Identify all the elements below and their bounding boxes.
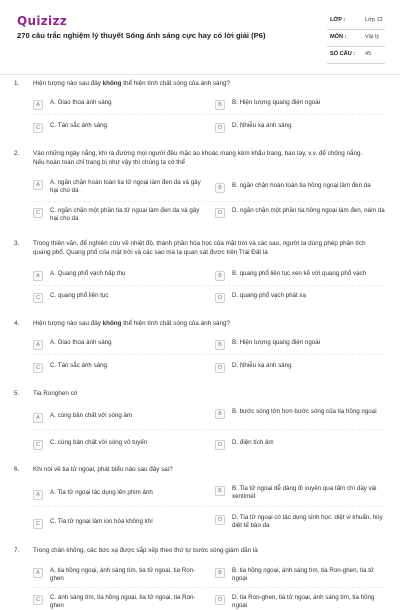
option-b[interactable] xyxy=(215,339,385,350)
option-b[interactable] xyxy=(215,567,385,583)
option-text: D. Nhiễu xạ ánh sáng xyxy=(232,122,292,129)
option-divider xyxy=(33,114,385,115)
option-d[interactable] xyxy=(215,439,385,450)
stem-emphasis: không xyxy=(102,320,122,327)
option-c[interactable] xyxy=(33,518,205,529)
option-a[interactable] xyxy=(33,179,205,195)
option-divider xyxy=(33,506,385,507)
option-letter-badge: C xyxy=(33,208,43,218)
option-text: C. quang phổ liên tục xyxy=(50,292,109,299)
question-number: 2. xyxy=(14,150,20,157)
meta-value: Lớp 12 xyxy=(365,17,383,23)
page-header xyxy=(0,0,400,70)
option-divider xyxy=(33,587,385,588)
option-text: D. Nhiễu xạ ánh sáng xyxy=(232,362,292,369)
option-text: B. Hiện tượng quang điện ngoài xyxy=(232,339,321,346)
option-letter-badge: C xyxy=(33,519,43,529)
option-text: C. ánh sáng tím, tia hồng ngoại, tia tử ngoại, tia Ron-ghen xyxy=(50,594,196,609)
option-letter-badge: C xyxy=(33,293,43,303)
header-divider xyxy=(0,74,400,75)
option-a[interactable] xyxy=(33,99,205,110)
option-d[interactable] xyxy=(215,122,385,133)
quizizz-logo: Quizizz xyxy=(17,14,68,28)
question-stem: Trong thiên văn, để nghiên cứu về nhiệt độ, thành phần hóa học của mặt trời và các sao, người ta dùng phép phân tích quang phổ. Quang phổ của mặt trời và các sao mà ta quan sát được trên Trái Đất là xyxy=(33,240,366,256)
option-text: B. quang phổ liên tục xen kẽ với quang phổ vạch xyxy=(232,270,367,277)
option-d[interactable] xyxy=(215,207,385,218)
option-letter-badge: A xyxy=(33,340,43,350)
option-c[interactable] xyxy=(33,594,205,610)
stem-text: Hiện tượng nào sau đây xyxy=(33,320,103,327)
option-text: C. Tán sắc ánh sáng xyxy=(50,122,107,129)
option-letter-badge: C xyxy=(33,123,43,133)
question-stem xyxy=(33,80,373,89)
question-number: 3. xyxy=(14,240,20,247)
option-letter-badge: A xyxy=(33,568,43,578)
option-letter-badge: B xyxy=(215,183,225,193)
option-divider xyxy=(33,354,385,355)
meta-value: Vật lý xyxy=(365,34,379,40)
option-a[interactable] xyxy=(33,489,205,500)
option-c[interactable] xyxy=(33,207,205,223)
question-number: 4. xyxy=(14,320,20,327)
option-c[interactable] xyxy=(33,439,205,450)
question-number: 7. xyxy=(14,547,20,554)
option-letter-badge: D xyxy=(215,123,225,133)
option-letter-badge: C xyxy=(33,595,43,605)
option-text: D. Tia tử ngoại có tác dụng sinh học: diệt vi khuẩn, hủy diệt tế bào da xyxy=(232,514,383,529)
option-text: A. Giao thoa ánh sáng xyxy=(50,99,112,106)
option-c[interactable] xyxy=(33,362,205,373)
option-divider xyxy=(33,429,385,430)
option-divider xyxy=(33,201,385,202)
question-stem: Vào những ngày nắng, khi ra đường mọi người đều mặc áo khoác mang kèm khẩu trang, bao tay, v.v. để chống nắng. Nếu hoàn toàn chỉ trang bị như vậy thì chúng ta có thể xyxy=(33,150,363,166)
option-text: C. Tán sắc ánh sáng xyxy=(50,362,107,369)
option-letter-badge: D xyxy=(215,595,225,605)
option-divider xyxy=(33,285,385,286)
question-number: 1. xyxy=(14,80,20,87)
option-a[interactable] xyxy=(33,412,205,423)
option-b[interactable] xyxy=(215,99,385,110)
option-text: A. cùng bản chất với sóng âm xyxy=(50,412,133,419)
option-letter-badge: B xyxy=(215,486,225,496)
option-text: D. điện tích âm xyxy=(232,439,274,446)
option-letter-badge: B xyxy=(215,271,225,281)
option-c[interactable] xyxy=(33,292,205,303)
option-text: B. Hiện tượng quang điện ngoài xyxy=(232,99,321,106)
question-stem xyxy=(33,320,373,329)
option-b[interactable] xyxy=(215,408,385,419)
meta-row-count xyxy=(327,47,385,64)
option-text: D. ngăn chặn một phần tia hồng ngoại làm đen, nám da xyxy=(232,207,385,214)
option-letter-badge: A xyxy=(33,271,43,281)
option-letter-badge: A xyxy=(33,490,43,500)
meta-key: SỐ CÂU : xyxy=(330,51,356,57)
option-text: B. Tia tử ngoại dễ dàng đi xuyên qua tấm chì dày vài xentimét xyxy=(232,485,377,500)
option-b[interactable] xyxy=(215,182,385,193)
option-text: D. quang phổ vạch phát xạ xyxy=(232,292,306,299)
question-stem: Khi nói về tia tử ngoại, phát biểu nào sau đây sai? xyxy=(33,466,173,473)
meta-row-subject xyxy=(327,30,385,47)
meta-value: 45 xyxy=(365,51,372,57)
meta-table xyxy=(327,13,385,64)
stem-text: Hiện tượng nào sau đây xyxy=(33,80,103,87)
option-letter-badge: B xyxy=(215,100,225,110)
option-letter-badge: C xyxy=(33,363,43,373)
option-text: C. ngăn chặn một phần tia tử ngoại làm đen da và gây hại cho da xyxy=(50,207,200,222)
option-d[interactable] xyxy=(215,594,385,610)
option-text: C. cùng bản chất với sóng vô tuyến xyxy=(50,439,148,446)
option-text: A. ngăn chặn hoàn toàn tia tử ngoại làm đen da và gây hại cho da xyxy=(50,179,201,194)
option-letter-badge: D xyxy=(215,515,225,525)
stem-emphasis: không xyxy=(102,80,122,87)
meta-key: MÔN : xyxy=(330,34,347,40)
option-letter-badge: A xyxy=(33,100,43,110)
option-d[interactable] xyxy=(215,362,385,373)
option-b[interactable] xyxy=(215,270,385,281)
question-stem: Trong chân không, các bức xạ được sắp xếp theo thứ tự bước sóng giảm dần là xyxy=(33,547,258,554)
option-d[interactable] xyxy=(215,292,385,303)
option-letter-badge: D xyxy=(215,440,225,450)
option-c[interactable] xyxy=(33,122,205,133)
option-letter-badge: B xyxy=(215,409,225,419)
stem-text: thể hiện tính chất sóng của ánh sáng? xyxy=(121,320,231,327)
option-letter-badge: A xyxy=(33,180,43,190)
question-number: 6. xyxy=(14,466,20,473)
option-text: C. Tia tử ngoại làm ion hóa không khí xyxy=(50,518,153,525)
meta-key: LỚP : xyxy=(330,17,346,23)
option-a[interactable] xyxy=(33,567,205,583)
option-a[interactable] xyxy=(33,339,205,350)
option-letter-badge: A xyxy=(33,413,43,423)
option-letter-badge: B xyxy=(215,568,225,578)
option-text: B. ngăn chặn hoàn toàn tia hồng ngoại làm đen da xyxy=(232,182,371,189)
question-stem: Tia Ronghen có xyxy=(33,390,78,397)
option-letter-badge: D xyxy=(215,293,225,303)
option-text: A. Giao thoa ánh sáng xyxy=(50,339,112,346)
option-letter-badge: B xyxy=(215,340,225,350)
option-text: B. bước sóng lớn hơn bước sóng của tia hồng ngoại xyxy=(232,408,377,415)
option-text: A. Quang phổ vạch hấp thụ xyxy=(50,270,126,277)
option-text: B. tia hồng ngoại, ánh sáng tím, tia Ron-ghen, tia tử ngoại xyxy=(232,567,375,582)
question-number: 5. xyxy=(14,390,20,397)
option-a[interactable] xyxy=(33,270,205,281)
option-text: D. tia Ron-ghen, tia tử ngoại, ánh sáng tím, tia hồng ngoại xyxy=(232,594,375,609)
option-text: A. tia hồng ngoại, ánh sáng tím, tia tử ngoại, tia Ron-ghen xyxy=(50,567,196,582)
meta-row-grade xyxy=(327,13,385,30)
option-letter-badge: D xyxy=(215,363,225,373)
option-text: A. Tia tử ngoại tác dụng lên phim ảnh xyxy=(50,489,153,496)
option-letter-badge: D xyxy=(215,208,225,218)
option-b[interactable] xyxy=(215,485,385,501)
page-title: 270 câu trắc nghiệm lý thuyết Sóng ánh sáng cực hay có lời giải (P6) xyxy=(17,31,266,40)
option-letter-badge: C xyxy=(33,440,43,450)
option-d[interactable] xyxy=(215,514,385,530)
stem-text: thể hiện tính chất sóng của ánh sáng? xyxy=(121,80,231,87)
